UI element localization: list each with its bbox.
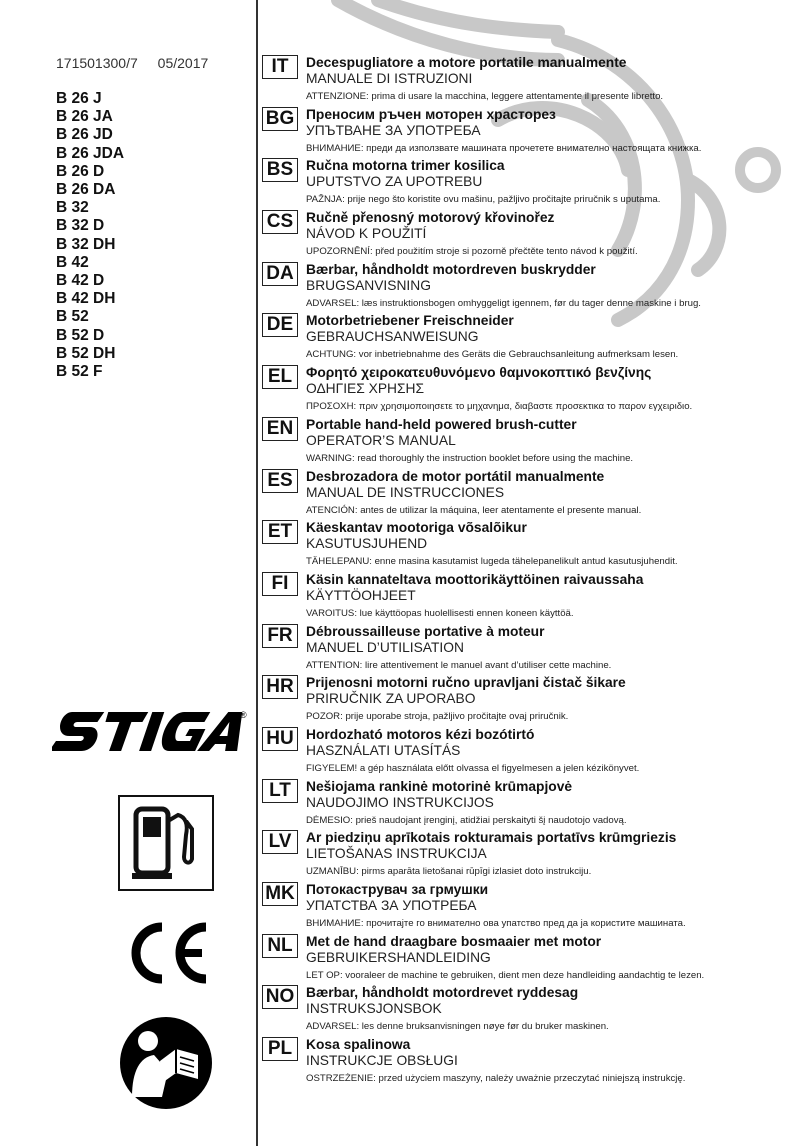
language-subtitle: MANUEL D’UTILISATION	[306, 639, 464, 655]
language-warning: ВНИМАНИЕ: преди да използвате машината прочетете внимателно настоящата книжка.	[306, 142, 702, 154]
language-list	[262, 54, 802, 1088]
model-item: B 26 JA	[56, 108, 113, 126]
column-divider	[256, 0, 258, 1146]
language-entry-lv	[262, 829, 802, 881]
language-entry-it	[262, 54, 802, 106]
language-subtitle: GEBRUIKERSHANDLEIDING	[306, 949, 491, 965]
language-entry-en	[262, 416, 802, 468]
language-warning: OSTRZEŻENIE: przed użyciem maszyny, należy uważnie przeczytać niniejszą instrukcję.	[306, 1073, 686, 1085]
language-code-badge: ET	[262, 520, 298, 544]
language-subtitle: NÁVOD K POUŽITÍ	[306, 226, 427, 242]
language-code-badge: FI	[262, 572, 298, 596]
model-item: B 26 DA	[56, 181, 116, 199]
language-title: Hordozható motoros kézi bozótirtó	[306, 726, 535, 742]
model-item: B 32 DH	[56, 235, 116, 253]
language-warning: ATTENTION: lire attentivement le manuel avant d’utiliser cette machine.	[306, 659, 612, 671]
model-item: B 42 DH	[56, 290, 116, 308]
model-item: B 42 D	[56, 272, 105, 290]
fuel-pump-icon	[118, 795, 214, 891]
language-code-badge: EL	[262, 365, 298, 389]
language-entry-da	[262, 261, 802, 313]
language-code-badge: BG	[262, 107, 298, 131]
language-entry-lt	[262, 778, 802, 830]
read-manual-icon	[118, 1015, 214, 1111]
language-entry-hr	[262, 674, 802, 726]
language-code-badge: LV	[262, 830, 298, 854]
language-title: Prijenosni motorni ručno upravljani čistač šikare	[306, 675, 626, 691]
language-warning: ACHTUNG: vor inbetriebnahme des Geräts die Gebrauchsanleitung aufmerksam lesen.	[306, 349, 679, 361]
language-warning: ATTENZIONE: prima di usare la macchina, leggere attentamente il presente libretto.	[306, 91, 664, 102]
language-entry-et	[262, 519, 802, 571]
language-warning: DĖMESIO: prieš naudojant įrenginį, atidžiai perskaityti šį naudotojo vadovą.	[306, 814, 627, 826]
language-subtitle: INSTRUKSJONSBOK	[306, 1001, 442, 1017]
language-warning: VAROITUS: lue käyttöopas huolellisesti ennen koneen käyttöä.	[306, 607, 574, 619]
language-code-badge: BS	[262, 158, 298, 182]
model-item: B 52 DH	[56, 344, 116, 362]
language-entry-cs	[262, 209, 802, 261]
ce-mark-icon	[118, 905, 214, 1001]
language-entry-nl	[262, 933, 802, 985]
model-item: B 26 J	[56, 90, 102, 107]
model-item: B 26 JDA	[56, 144, 125, 162]
language-title: Käeskantav mootoriga võsalõikur	[306, 520, 527, 536]
language-subtitle: UPUTSTVO ZA UPOTREBU	[306, 174, 483, 190]
document-date: 05/2017	[157, 55, 209, 71]
stiga-logo	[52, 706, 252, 758]
model-item: B 32	[56, 199, 89, 217]
language-code-badge: IT	[262, 55, 298, 79]
language-code-badge: CS	[262, 210, 298, 234]
language-warning: ATENCIÓN: antes de utilizar la máquina, leer atentamente el presente manual.	[306, 504, 642, 516]
model-item: B 32 D	[56, 217, 105, 235]
language-entry-mk	[262, 881, 802, 933]
language-subtitle: GEBRAUCHSANWEISUNG	[306, 329, 479, 345]
language-code-badge: PL	[262, 1037, 298, 1061]
language-subtitle: INSTRUKCJE OBSŁUGI	[306, 1053, 458, 1069]
language-warning: WARNING: read thoroughly the instruction booklet before using the machine.	[306, 452, 634, 464]
language-title: Desbrozadora de motor portátil manualmente	[306, 468, 605, 484]
svg-text:®: ®	[240, 710, 247, 720]
language-subtitle: ΟΔΗΓΙΕΣ ΧΡΗΣΗΣ	[306, 381, 425, 397]
language-subtitle: PRIRUČNIK ZA UPORABO	[306, 691, 476, 707]
language-title: Käsin kannateltava moottorikäyttöinen raivaussaha	[306, 571, 644, 587]
pictogram-column	[118, 795, 214, 1125]
language-title: Nešiojama rankinė motorinė krūmapjovė	[306, 778, 573, 794]
model-item: B 26 JD	[56, 126, 113, 144]
language-code-badge: DA	[262, 262, 298, 286]
language-subtitle: MANUAL DE INSTRUCCIONES	[306, 484, 505, 500]
language-title: Débroussailleuse portative à moteur	[306, 623, 545, 639]
language-entry-fi	[262, 571, 802, 623]
language-warning: POZOR: prije uporabe stroja, pažljivo pročitajte ovaj priručnik.	[306, 711, 569, 723]
language-title: Bærbar, håndholdt motordrevet ryddesag	[306, 985, 579, 1001]
language-code-badge: HR	[262, 675, 298, 699]
language-warning: LET OP: vooraleer de machine te gebruiken, dient men deze handleiding aandachtig te lezen.	[306, 969, 705, 981]
language-title: Kosa spalinowa	[306, 1037, 411, 1053]
language-subtitle: NAUDOJIMO INSTRUKCIJOS	[306, 794, 494, 810]
language-entry-no	[262, 984, 802, 1036]
language-title: Потокаструвач за грмушки	[306, 882, 489, 897]
language-warning: ΠΡΟΣΟΧΗ: πριν χρησιμοποιησετε το μηχανημα, διαβαστε προσεκτικα το παρον εγχειριδιο.	[306, 401, 693, 413]
language-code-badge: NO	[262, 985, 298, 1009]
model-item: B 52 D	[56, 326, 105, 344]
language-code-badge: LT	[262, 779, 298, 803]
model-item: B 52 F	[56, 363, 103, 381]
language-title: Decespugliatore a motore portatile manualmente	[306, 55, 627, 70]
language-subtitle: HASZNÁLATI UTASÍTÁS	[306, 742, 461, 758]
language-entry-pl	[262, 1036, 802, 1088]
language-entry-es	[262, 468, 802, 520]
language-code-badge: NL	[262, 934, 298, 958]
language-subtitle: MANUALE DI ISTRUZIONI	[306, 71, 473, 86]
language-entry-el	[262, 364, 802, 416]
language-code-badge: HU	[262, 727, 298, 751]
language-title: Φορητό χειροκατευθυνόμενο θαμνοκοπτικό βενζίνης	[306, 365, 652, 381]
language-entry-bs	[262, 157, 802, 209]
language-entry-hu	[262, 726, 802, 778]
language-title: Ručně přenosný motorový křovinořez	[306, 210, 555, 226]
language-subtitle: УПАТСТВА ЗА УПОТРЕБА	[306, 898, 477, 913]
language-title: Bærbar, håndholdt motordreven buskrydder	[306, 261, 596, 277]
language-subtitle: OPERATOR’S MANUAL	[306, 432, 456, 448]
document-identifier	[56, 55, 208, 71]
language-warning: ADVARSEL: læs instruktionsbogen omhyggeligt igennem, før du tager denne maskine i brug.	[306, 297, 701, 309]
language-entry-fr	[262, 623, 802, 675]
language-warning: ВНИМАНИЕ: прочитајте го внимателно ова упатство пред да ја користите машината.	[306, 918, 686, 929]
language-title: Motorbetriebener Freischneider	[306, 313, 514, 329]
language-title: Ar piedziņu aprīkotais rokturamais portatīvs krūmgriezis	[306, 830, 677, 846]
language-warning: UZMANĪBU: pirms aparāta lietošanai rūpīgi izlasiet doto instrukciju.	[306, 866, 592, 878]
language-subtitle: УПЪТВАНЕ ЗА УПОТРЕБА	[306, 122, 481, 138]
language-code-badge: MK	[262, 882, 298, 906]
language-subtitle: BRUGSANVISNING	[306, 277, 431, 293]
language-subtitle: KÄYTTÖOHJEET	[306, 587, 416, 603]
language-title: Met de hand draagbare bosmaaier met motor	[306, 933, 602, 949]
document-number: 171501300/7	[56, 55, 138, 71]
language-warning: ADVARSEL: les denne bruksanvisningen nøye før du bruker maskinen.	[306, 1021, 609, 1033]
model-list	[56, 90, 124, 381]
language-entry-bg	[262, 106, 802, 158]
language-title: Ručna motorna trimer kosilica	[306, 158, 505, 174]
model-item: B 42	[56, 253, 89, 271]
language-code-badge: FR	[262, 624, 298, 648]
language-subtitle: KASUTUSJUHEND	[306, 536, 428, 552]
language-title: Portable hand-held powered brush-cutter	[306, 416, 577, 432]
model-item: B 26 D	[56, 162, 105, 180]
language-warning: PAŽNJA: prije nego što koristite ovu mašinu, pažljivo pročitajte priručnik s uputama.	[306, 194, 661, 206]
language-code-badge: EN	[262, 417, 298, 441]
language-title: Преносим ръчен моторен храсторез	[306, 106, 556, 122]
language-warning: TÄHELEPANU: enne masina kasutamist lugeda tähelepanelikult antud kasutusjuhendit.	[306, 556, 678, 568]
language-entry-de	[262, 312, 802, 364]
model-item: B 52	[56, 308, 89, 326]
language-warning: FIGYELEM! a gép használata előtt olvassa el figyelmesen a jelen kézikönyvet.	[306, 762, 640, 774]
language-code-badge: DE	[262, 313, 298, 337]
language-warning: UPOZORNĚNÍ: před použitím stroje si pozorně přečtěte tento návod k použití.	[306, 246, 638, 258]
language-code-badge: ES	[262, 469, 298, 493]
language-subtitle: LIETOŠANAS INSTRUKCIJA	[306, 846, 487, 862]
